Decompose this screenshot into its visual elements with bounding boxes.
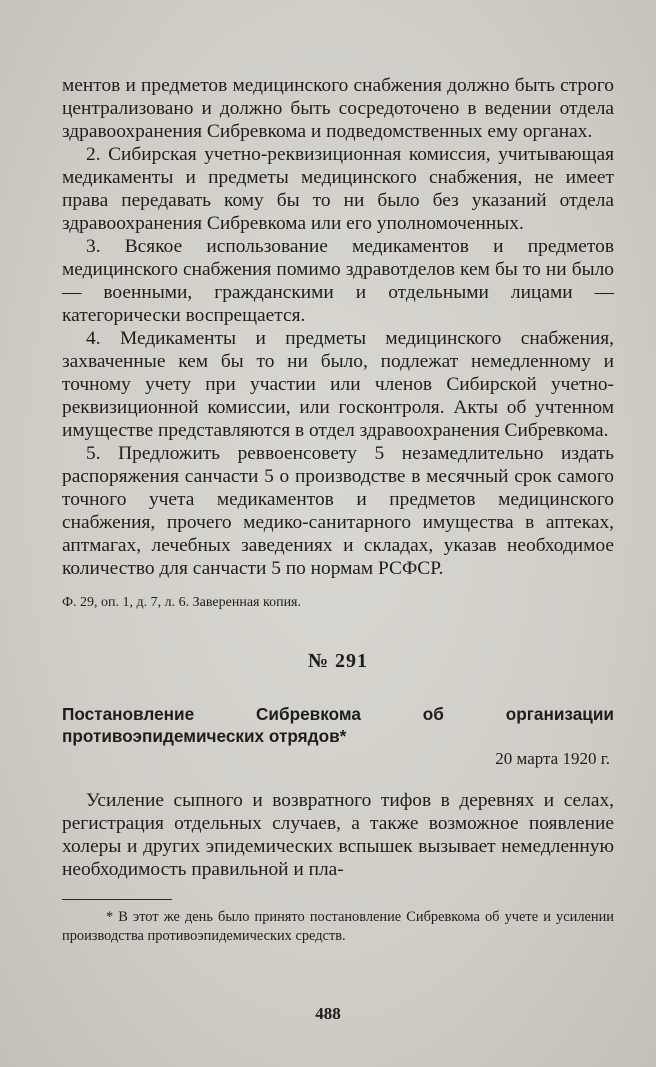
paragraph-item-5: 5. Предложить реввоенсовету 5 незамедлительно издать распоряжения санчасти 5 о производстве в месячный срок самого точного учета медикаментов и предметов медицинского снабжения, прочего медико-санитарного имущества в аптеках, аптмагах, лечебных заведениях и складах, указав необходимое количество для санчасти 5 по нормам РСФСР. [62,443,614,579]
document-date: 20 марта 1920 г. [495,749,610,768]
footnote-divider [62,899,172,900]
document-number: № 291 [307,650,369,672]
paragraph-item-4: 4. Медикаменты и предметы медицинского снабжения, захваченные кем бы то ни было, подлежат немедленному и точному учету при участии или членов Сибирской учетно-реквизиционной комиссии, или госконтроля. Акты об учтенном имуществе представляются в отдел здравоохранения Сибревкома. [62,328,614,441]
paragraph-item-2: 2. Сибирская учетно-реквизиционная комиссия, учитывающая медикаменты и предметы медицинского снабжения, не имеет права передавать кому бы то ни было без указаний отдела здравоохранения Сибревкома или его уполномоченных. [62,144,614,234]
document-title: Постановление Сибревкома об организации противоэпидемических отрядов* [62,704,614,746]
page-number: 488 [315,1004,341,1023]
footnote: * В этот же день было принято постановление Сибревкома об учете и усилении производства противоэпидемических средств. [62,909,614,944]
paragraph-continuation: ментов и предметов медицинского снабжения должно быть строго централизовано и должно быть сосредоточено в ведении отдела здравоохранения Сибревкома и подведомственных ему органах. [62,75,614,142]
document-body-paragraph: Усиление сыпного и возвратного тифов в деревнях и селах, регистрация отдельных случаев, а также возможное появление холеры и других эпидемических вспышек вызывает немедленную необходимость правильной и пла- [62,790,614,880]
paragraph-item-3: 3. Всякое использование медикаментов и предметов медицинского снабжения помимо здравотделов кем бы то ни было — военными, гражданскими и отдельными лицами — категорически воспрещается. [62,236,614,326]
archive-source-note: Ф. 29, оп. 1, д. 7, л. 6. Заверенная копия. [62,595,301,610]
